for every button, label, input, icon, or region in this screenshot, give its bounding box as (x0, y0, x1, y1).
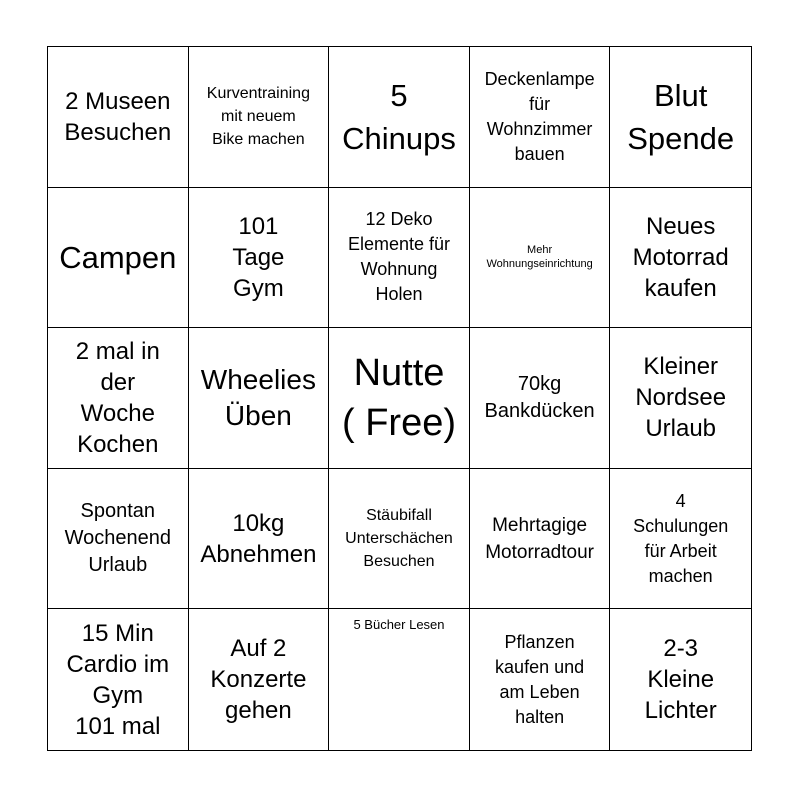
bingo-cell[interactable] (610, 609, 751, 750)
cell-text: 4 Schulungen für Arbeit machen (633, 490, 729, 586)
free-space-text: Nutte ( Free) (341, 351, 456, 444)
bingo-cell[interactable] (189, 609, 330, 750)
cell-text: 10kg Abnehmen (200, 509, 317, 568)
bingo-cell[interactable] (470, 469, 611, 610)
bingo-cell[interactable] (329, 609, 470, 750)
bingo-cell[interactable] (470, 47, 611, 188)
free-space-cell[interactable] (329, 328, 470, 469)
bingo-cell[interactable] (189, 188, 330, 329)
bingo-cell[interactable] (329, 469, 470, 610)
cell-text: Kleiner Nordsee Urlaub (635, 353, 727, 443)
cell-text: Pflanzen kaufen und am Leben halten (495, 631, 585, 727)
cell-text: 2-3 Kleine Lichter (644, 635, 717, 725)
bingo-cell[interactable] (610, 328, 751, 469)
bingo-card (47, 46, 752, 751)
cell-text: Mehrtagige Motorradtour (485, 514, 594, 563)
cell-text: Blut Spende (627, 77, 735, 156)
bingo-cell[interactable] (189, 47, 330, 188)
cell-text: Mehr Wohnungseinrichtung (486, 244, 593, 271)
bingo-cell[interactable] (470, 328, 611, 469)
cell-text: 15 Min Cardio im Gym 101 mal (66, 619, 170, 740)
bingo-cell[interactable] (48, 469, 189, 610)
bingo-cell[interactable] (610, 188, 751, 329)
bingo-cell[interactable] (470, 188, 611, 329)
cell-text: Kurventraining mit neuem Bike machen (206, 85, 310, 149)
cell-text: 101 Tage Gym (232, 212, 285, 302)
cell-text: Spontan Wochenend Urlaub (64, 500, 171, 577)
bingo-cell[interactable] (610, 469, 751, 610)
cell-text: 5 Chinups (342, 77, 456, 156)
bingo-cell[interactable] (48, 47, 189, 188)
cell-text: Campen (59, 239, 177, 275)
bingo-cell[interactable] (189, 328, 330, 469)
cell-text: Deckenlampe für Wohnzimmer bauen (484, 68, 595, 164)
bingo-cell[interactable] (610, 47, 751, 188)
bingo-cell[interactable] (329, 47, 470, 188)
cell-text: 12 Deko Elemente für Wohnung Holen (347, 209, 451, 305)
cell-text: 5 Bücher Lesen (353, 617, 445, 633)
cell-text: Neues Motorrad kaufen (632, 212, 729, 302)
bingo-cell[interactable] (48, 609, 189, 750)
cell-text: Auf 2 Konzerte gehen (210, 635, 307, 725)
cell-text: 2 mal in der Woche Kochen (75, 337, 160, 458)
cell-text: 70kg Bankdücken (484, 372, 595, 422)
cell-text: Wheelies Üben (200, 363, 316, 431)
cell-text: Stäubifall Unterschächen Besuchen (345, 507, 453, 571)
bingo-cell[interactable] (48, 188, 189, 329)
bingo-cell[interactable] (48, 328, 189, 469)
bingo-cell[interactable] (329, 188, 470, 329)
bingo-cell[interactable] (189, 469, 330, 610)
cell-text: 2 Museen Besuchen (64, 87, 172, 146)
bingo-cell[interactable] (470, 609, 611, 750)
